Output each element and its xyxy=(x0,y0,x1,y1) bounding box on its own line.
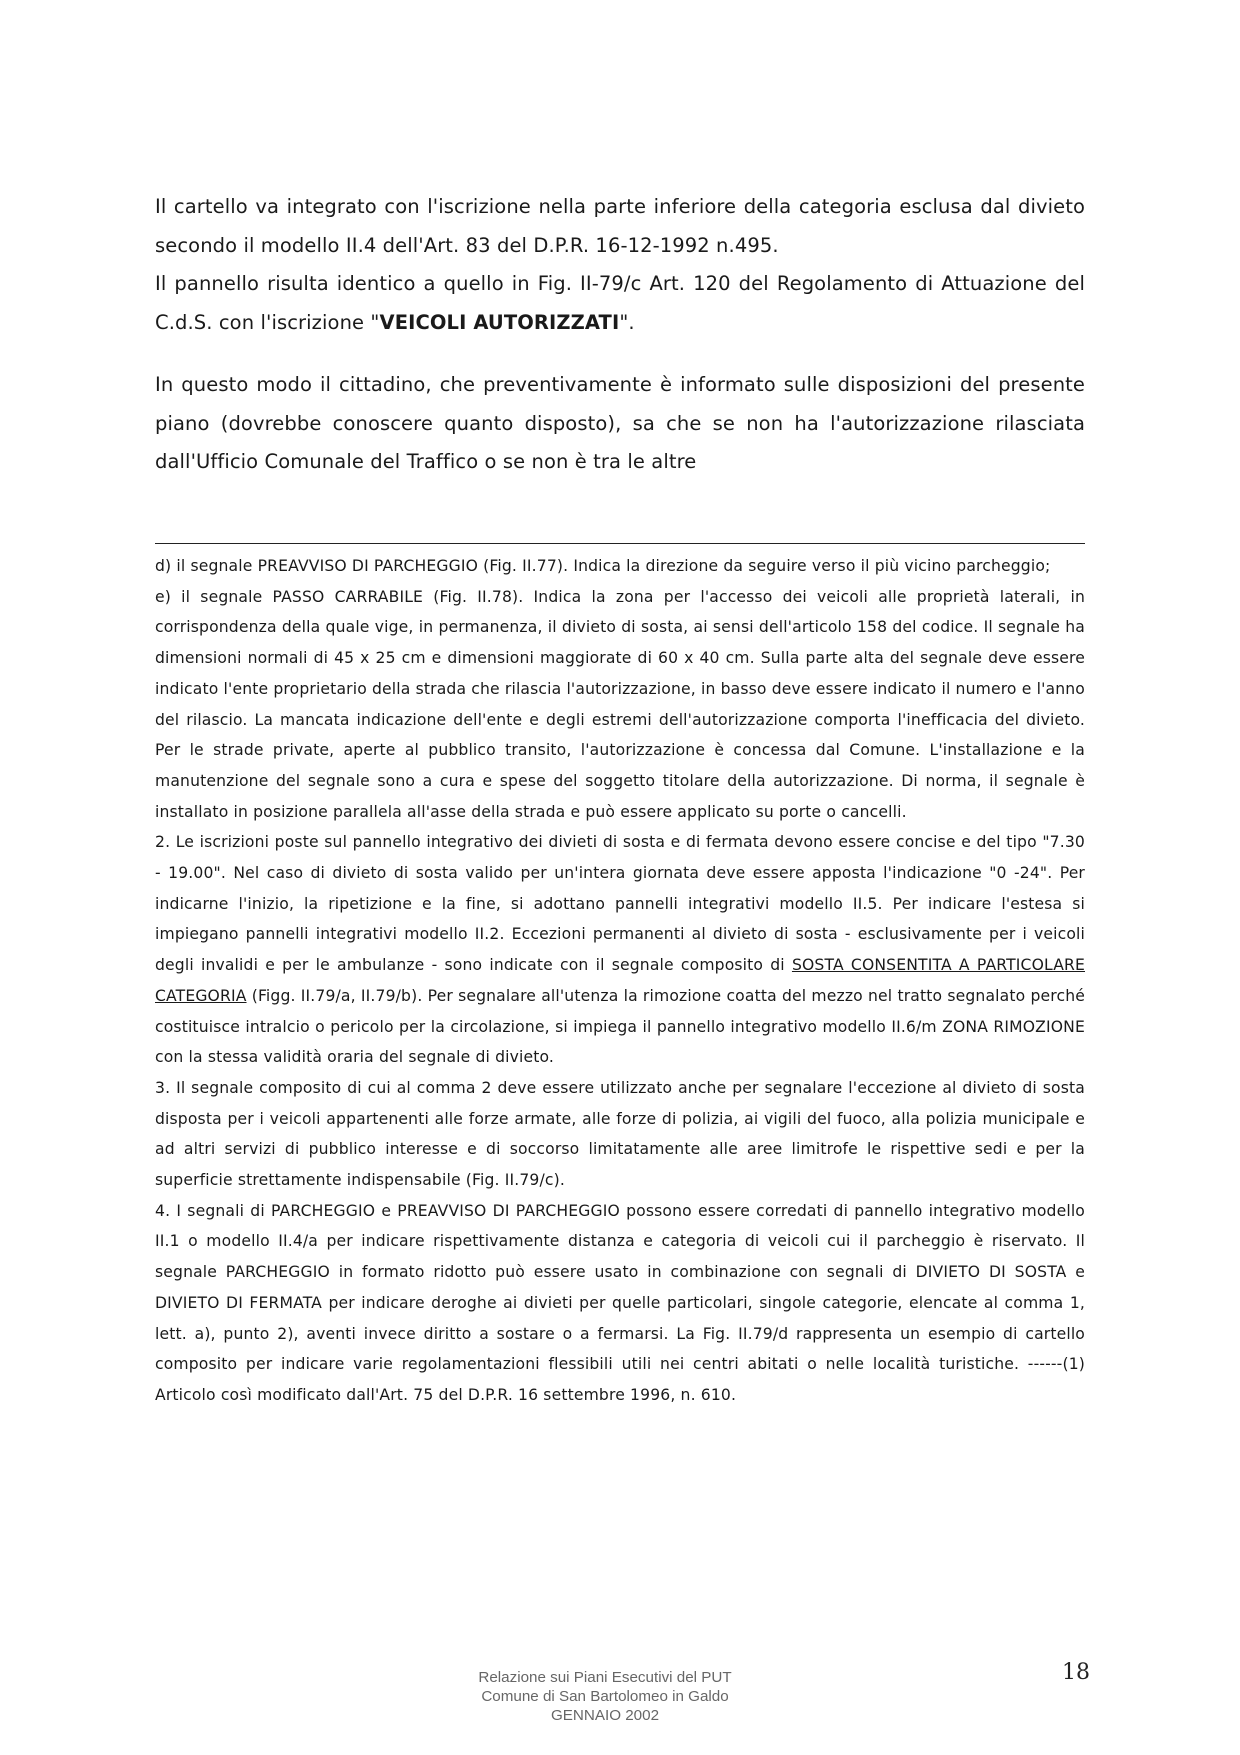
footnote-separator xyxy=(155,543,1085,544)
footnote-4: 4. I segnali di PARCHEGGIO e PREAVVISO DI PARCHEGGIO possono essere corredati di pannello integrativo modello II.1 o modello II.4/a per indicare rispettivamente distanza e categoria di veicoli cui il parcheggio è riservato. Il segnale PARCHEGGIO in formato ridotto può essere usato in combinazione con segnali di DIVIETO DI SOSTA e DIVIETO DI FERMATA per indicare deroghe ai divieti per quelle particolari, singole categorie, elencate al comma 1, lett. a), punto 2), aventi invece diritto a sostare o a fermarsi. La Fig. II.79/d rappresenta un esempio di cartello composito per indicare varie regolamentazioni flessibili utili nei centri abitati o nelle località turistiche. ------(1) Articolo così modificato dall'Art. 75 del D.P.R. 16 settembre 1996, n. 610. xyxy=(155,1201,1085,1404)
paragraph-2-text: Il pannello risulta identico a quello in Fig. II-79/c Art. 120 del Regolamento di Attuazione del C.d.S. con l'iscrizione " xyxy=(155,272,1085,334)
footnote-2 xyxy=(155,827,1085,1073)
paragraph-2 xyxy=(155,265,1085,342)
footer-line-3: GENNAIO 2002 xyxy=(550,1707,660,1724)
paragraph-2-bold: VEICOLI AUTORIZZATI xyxy=(379,310,620,334)
page-footer xyxy=(420,1668,790,1725)
footer-line-1: Relazione sui Piani Esecutivi del PUT xyxy=(478,1669,732,1686)
paragraph-2-end: ". xyxy=(619,310,635,334)
footnote-2-after: (Figg. II.79/a, II.79/b). Per segnalare all'utenza la rimozione coatta del mezzo nel tratto segnalato perché costituisce intralcio o pericolo per la circolazione, si impiega il pannello integrativo modello II.6/m ZONA RIMOZIONE con la stessa validità oraria del segnale di divieto. xyxy=(155,986,1085,1067)
paragraph-1: Il cartello va integrato con l'iscrizione nella parte inferiore della categoria esclusa dal divieto secondo il modello II.4 dell'Art. 83 del D.P.R. 16-12-1992 n.495. xyxy=(155,195,1085,257)
footnote-2-before: 2. Le iscrizioni poste sul pannello integrativo dei divieti di sosta e di fermata devono essere concise e del tipo "7.30 - 19.00". Nel caso di divieto di sosta valido per un'intera giornata deve essere apposta l'indicazione "0 -24". Per indicarne l'inizio, la ripetizione e la fine, si adottano pannelli integrativi modello II.5. Per indicare l'estesa si impiegano pannelli integrativi modello II.2. Eccezioni permanenti al divieto di sosta - esclusivamente per i veicoli degli invalidi e per le ambulanze - sono indicate con il segnale composito di xyxy=(155,833,1085,975)
footnote-3: 3. Il segnale composito di cui al comma 2 deve essere utilizzato anche per segnalare l'eccezione al divieto di sosta disposta per i veicoli appartenenti alle forze armate, alle forze di polizia, ai vigili del fuoco, alla polizia municipale e ad altri servizi di pubblico interesse e di soccorso limitatamente alle aree limitrofe le rispettive sedi e per la superficie strettamente indispensabile (Fig. II.79/c). xyxy=(155,1078,1085,1190)
page-number: 18 xyxy=(1062,1660,1090,1685)
body-text xyxy=(155,188,1085,482)
footnote-d: d) il segnale PREAVVISO DI PARCHEGGIO (Fig. II.77). Indica la direzione da seguire verso il più vicino parcheggio; xyxy=(155,557,1051,575)
footnote-e: e) il segnale PASSO CARRABILE (Fig. II.78). Indica la zona per l'accesso dei veicoli alle proprietà laterali, in corrispondenza della quale vige, in permanenza, il divieto di sosta, ai sensi dell'articolo 158 del codice. Il segnale ha dimensioni normali di 45 x 25 cm e dimensioni maggiorate di 60 x 40 cm. Sulla parte alta del segnale deve essere indicato l'ente proprietario della strada che rilascia l'autorizzazione, in basso deve essere indicato il numero e l'anno del rilascio. La mancata indicazione dell'ente e degli estremi dell'autorizzazione comporta l'inefficacia del divieto. Per le strade private, aperte al pubblico transito, l'autorizzazione è concessa dal Comune. L'installazione e la manutenzione del segnale sono a cura e spese del soggetto titolare della autorizzazione. Di norma, il segnale è installato in posizione parallela all'asse della strada e può essere applicato su porte o cancelli. xyxy=(155,587,1085,821)
footer-line-2: Comune di San Bartolomeo in Galdo xyxy=(481,1688,729,1705)
paragraph-3: In questo modo il cittadino, che preventivamente è informato sulle disposizioni del presente piano (dovrebbe conoscere quanto disposto), sa che se non ha l'autorizzazione rilasciata dall'Ufficio Comunale del Traffico o se non è tra le altre xyxy=(155,373,1085,473)
footnotes xyxy=(155,551,1085,1411)
footnote-2-underlined: SOSTA CONSENTITA A PARTICOLARE CATEGORIA xyxy=(155,956,1085,1005)
